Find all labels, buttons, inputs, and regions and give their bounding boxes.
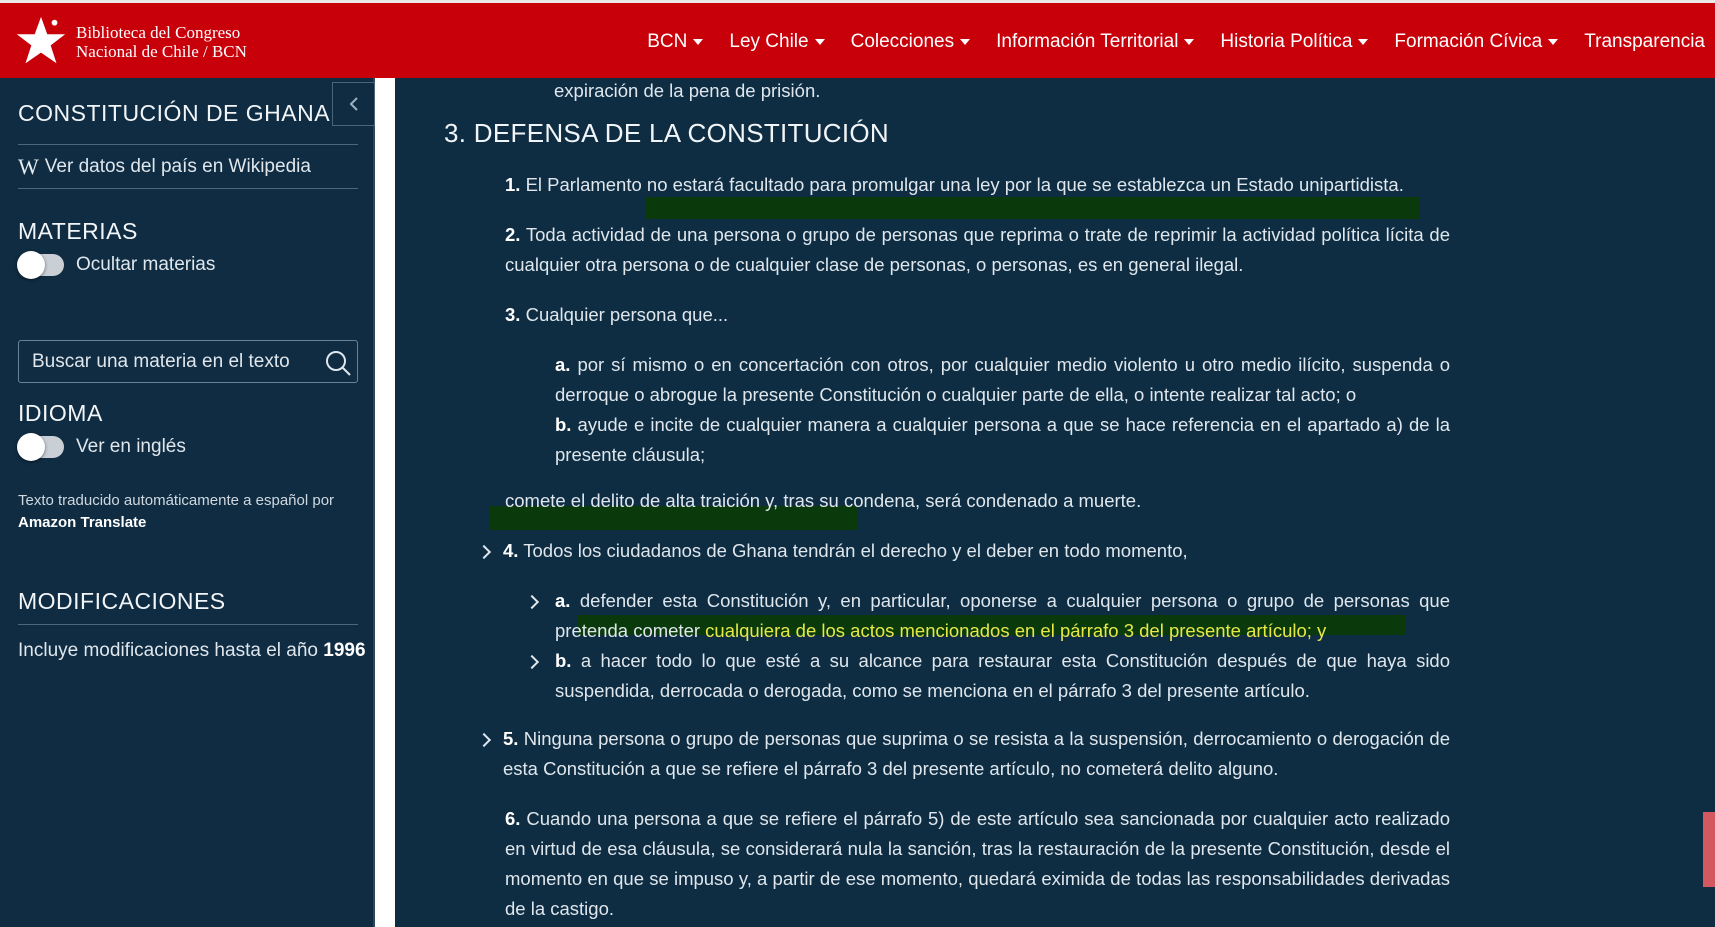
ocultar-materias-toggle[interactable] bbox=[18, 254, 64, 276]
sidebar bbox=[0, 78, 375, 927]
paragraph-text: por sí mismo o en concertación con otros, por cualquier medio violento u otro medio ilícito, suspenda o derroque o abrogue la presente Constitución o cualquier parte de ella, o intente realizar tal acto; o bbox=[555, 354, 1451, 405]
toggle-knob bbox=[17, 251, 45, 279]
search-icon[interactable] bbox=[323, 348, 353, 378]
top-bar bbox=[0, 0, 1715, 78]
paragraph-number: b. bbox=[555, 650, 572, 671]
paragraph-number: 6. bbox=[505, 808, 521, 829]
logo-line-2: Nacional de Chile / BCN bbox=[76, 42, 247, 61]
paragraph-number: 5. bbox=[503, 728, 519, 749]
paragraph-3a bbox=[555, 350, 1450, 410]
ver-ingles-label: Ver en inglés bbox=[76, 436, 186, 457]
translation-note-text: Texto traducido automáticamente a español por bbox=[18, 492, 335, 509]
paragraph-3b bbox=[555, 410, 1450, 470]
nav-label: Transparencia bbox=[1584, 31, 1705, 52]
chevron-right-icon[interactable] bbox=[477, 733, 491, 747]
nav-label: Información Territorial bbox=[996, 31, 1179, 52]
previous-paragraph-tail: expiración de la pena de prisión. bbox=[554, 80, 821, 101]
chevron-right-icon[interactable] bbox=[477, 545, 491, 559]
paragraph-1 bbox=[505, 170, 1450, 200]
ocultar-materias-label: Ocultar materias bbox=[76, 254, 216, 275]
bcn-logo[interactable] bbox=[12, 13, 247, 71]
logo-line-1: Biblioteca del Congreso bbox=[76, 23, 241, 42]
ocultar-materias-row bbox=[18, 254, 215, 276]
nav-formacion-civica[interactable] bbox=[1394, 31, 1558, 53]
divider bbox=[18, 188, 358, 189]
ver-ingles-toggle[interactable] bbox=[18, 436, 64, 458]
paragraph-number: 2. bbox=[505, 224, 521, 245]
divider bbox=[18, 624, 358, 625]
paragraph-text: ayude e incite de cualquier manera a cualquier persona a que se hace referencia en el apartado a) de la presente cláusula; bbox=[555, 414, 1450, 465]
nav-label: Ley Chile bbox=[729, 31, 809, 52]
search-placeholder: Buscar una materia en el texto bbox=[32, 350, 290, 372]
translation-provider: Amazon Translate bbox=[18, 514, 147, 531]
paragraph-number: a. bbox=[555, 590, 571, 611]
nav-bcn[interactable] bbox=[647, 31, 703, 53]
content-edge bbox=[377, 78, 401, 927]
collapse-sidebar-button[interactable] bbox=[332, 82, 375, 126]
paragraph-text: Todos los ciudadanos de Ghana tendrán el derecho y el deber en todo momento, bbox=[523, 540, 1188, 561]
paragraph-number: b. bbox=[555, 414, 572, 435]
highlight-mark bbox=[646, 197, 1419, 219]
paragraph-number: 4. bbox=[503, 540, 519, 561]
paragraph-text: Ninguna persona o grupo de personas que suprima o se resista a la suspensión, derrocamiento o derogación de esta Constitución a que se refiere el párrafo 3 del presente artículo, no cometerá delito alguno. bbox=[503, 728, 1450, 779]
wikipedia-link-label: Ver datos del país en Wikipedia bbox=[44, 156, 311, 177]
caret-down-icon bbox=[1548, 39, 1558, 45]
materia-search-input[interactable] bbox=[18, 340, 358, 383]
nav-historia-politica[interactable] bbox=[1220, 31, 1368, 53]
paragraph-text: Cualquier persona que... bbox=[525, 304, 729, 325]
logo-text bbox=[76, 23, 247, 61]
modificaciones-text: Incluye modificaciones hasta el año bbox=[18, 640, 318, 661]
caret-down-icon bbox=[1184, 39, 1194, 45]
idioma-title: IDIOMA bbox=[18, 400, 103, 426]
ver-ingles-row bbox=[18, 436, 186, 458]
section-title: 3. DEFENSA DE LA CONSTITUCIÓN bbox=[444, 118, 890, 148]
materias-title: MATERIAS bbox=[18, 218, 138, 244]
constitution-content bbox=[377, 78, 1715, 927]
paragraph-4b bbox=[555, 646, 1450, 706]
chevron-left-icon bbox=[348, 96, 360, 112]
paragraph-number: a. bbox=[555, 354, 571, 375]
paragraph-5 bbox=[503, 724, 1450, 784]
paragraph-text: Cuando una persona a que se refiere el párrafo 5) de este artículo sea sancionada por cualquier acto realizado en virtud de esa cláusula, se considerará nula la sanción, tras la restauración de la presente Constitución, desde el momento en que se impuso y, a partir de ese momento, quedará eximida de todas las responsabilidades derivadas de la castigo. bbox=[505, 808, 1450, 919]
divider bbox=[18, 144, 358, 145]
modificaciones-info bbox=[18, 640, 366, 662]
modificaciones-year: 1996 bbox=[323, 640, 366, 661]
nav-label: Historia Política bbox=[1220, 31, 1353, 52]
paragraph-text: Toda actividad de una persona o grupo de personas que reprima o trate de reprimir la actividad política lícita de cualquier otra persona o de cualquier clase de personas, o personas, es en general ilegal. bbox=[505, 224, 1450, 275]
main-nav bbox=[621, 3, 1715, 81]
scroll-indicator[interactable] bbox=[1703, 812, 1715, 887]
nav-label: Formación Cívica bbox=[1394, 31, 1543, 52]
paragraph-text: cometer bbox=[633, 620, 701, 641]
caret-down-icon bbox=[1358, 39, 1368, 45]
constitution-title: CONSTITUCIÓN DE GHANA bbox=[18, 100, 331, 126]
paragraph-2 bbox=[505, 220, 1450, 280]
paragraph-text: a hacer todo lo que esté a su alcance para restaurar esta Constitución después de que haya sido suspendida, derrocada o derogada, como se menciona en el párrafo 3 del presente artículo. bbox=[555, 650, 1451, 701]
nav-label: BCN bbox=[647, 31, 688, 52]
paragraph-number: 3. bbox=[505, 304, 521, 325]
caret-down-icon bbox=[960, 39, 970, 45]
highlighted-text: cualquiera de los actos mencionados en el párrafo 3 del presente artículo; y bbox=[705, 620, 1327, 641]
toggle-knob bbox=[17, 433, 45, 461]
translation-note bbox=[18, 490, 358, 534]
chevron-right-icon[interactable] bbox=[525, 595, 539, 609]
paragraph-4 bbox=[503, 536, 1450, 566]
nav-transparencia[interactable] bbox=[1584, 31, 1705, 53]
chevron-right-icon[interactable] bbox=[525, 655, 539, 669]
nav-ley-chile[interactable] bbox=[729, 31, 824, 53]
nav-label: Colecciones bbox=[850, 31, 955, 52]
paragraph-3 bbox=[505, 300, 1450, 330]
paragraph-text: El Parlamento no estará facultado para promulgar una ley por la que se establezca un Estado unipartidista. bbox=[525, 174, 1404, 195]
paragraph-6 bbox=[505, 804, 1450, 924]
modificaciones-title: MODIFICACIONES bbox=[18, 588, 226, 614]
paragraph-3-tail: comete el delito de alta traición y, tras su condena, será condenado a muerte. bbox=[505, 490, 1142, 511]
wikipedia-link[interactable] bbox=[18, 154, 311, 180]
paragraph-text: defender esta Constitución y, en particular, oponerse a cualquier persona o grupo de personas que pretenda bbox=[555, 590, 1450, 641]
nav-informacion-territorial[interactable] bbox=[996, 31, 1194, 53]
nav-colecciones[interactable] bbox=[851, 31, 971, 53]
caret-down-icon bbox=[693, 39, 703, 45]
wikipedia-icon: W bbox=[18, 154, 39, 179]
paragraph-number: 1. bbox=[505, 174, 521, 195]
paragraph-4a bbox=[555, 586, 1450, 646]
caret-down-icon bbox=[815, 39, 825, 45]
star-logo-icon bbox=[12, 13, 70, 71]
